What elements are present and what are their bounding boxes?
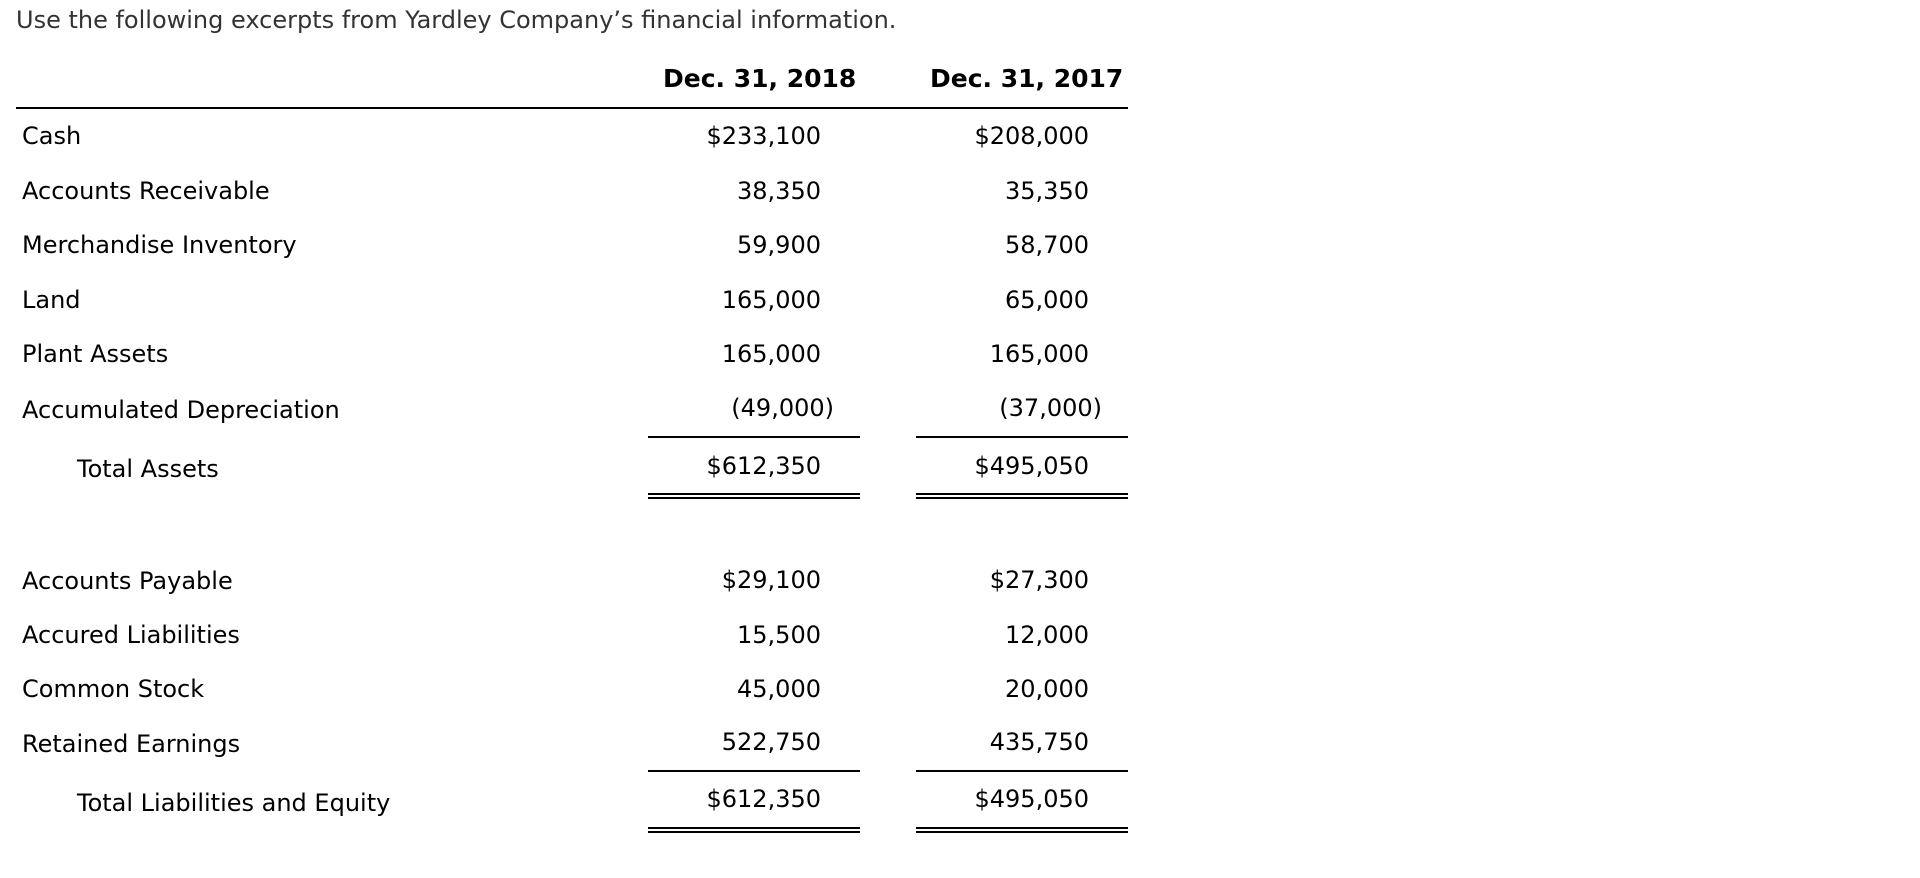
value-2017: 12,000 <box>1005 621 1089 649</box>
subtotal-rule <box>916 770 1128 772</box>
row-label: Merchandise Inventory <box>22 231 297 259</box>
value-2017: (37,000) <box>999 394 1102 422</box>
row-label: Accounts Receivable <box>22 177 270 205</box>
total-assets-2017: $495,050 <box>974 452 1089 480</box>
value-2018: 165,000 <box>721 340 821 368</box>
header-rule <box>16 107 1128 109</box>
total-liabilities-equity-2018: $612,350 <box>706 785 821 813</box>
value-2017: 58,700 <box>1005 231 1089 259</box>
subtotal-rule <box>648 436 860 438</box>
total-liabilities-equity-2017: $495,050 <box>974 785 1089 813</box>
row-label: Accumulated Depreciation <box>22 396 340 424</box>
value-2018: (49,000) <box>731 394 834 422</box>
value-2018: $233,100 <box>706 122 821 150</box>
value-2017: 20,000 <box>1005 675 1089 703</box>
subtotal-rule <box>916 436 1128 438</box>
value-2018: $29,100 <box>721 566 821 594</box>
row-label: Retained Earnings <box>22 730 241 758</box>
value-2018: 15,500 <box>737 621 821 649</box>
value-2017: 35,350 <box>1005 177 1089 205</box>
value-2017: 435,750 <box>989 728 1089 756</box>
value-2018: 522,750 <box>721 728 821 756</box>
row-label: Cash <box>22 122 82 150</box>
column-header-2017: Dec. 31, 2017 <box>930 64 1124 93</box>
total-double-rule <box>916 493 1128 499</box>
subtotal-rule <box>648 770 860 772</box>
total-double-rule <box>648 493 860 499</box>
value-2018: 45,000 <box>737 675 821 703</box>
row-label: Land <box>22 286 81 314</box>
total-double-rule <box>916 827 1128 833</box>
value-2017: $27,300 <box>989 566 1089 594</box>
row-label: Common Stock <box>22 675 205 703</box>
total-liabilities-equity-label: Total Liabilities and Equity <box>77 789 391 817</box>
column-header-2018: Dec. 31, 2018 <box>663 64 857 93</box>
value-2017: 65,000 <box>1005 286 1089 314</box>
value-2017: $208,000 <box>974 122 1089 150</box>
value-2018: 38,350 <box>737 177 821 205</box>
value-2018: 59,900 <box>737 231 821 259</box>
total-assets-2018: $612,350 <box>706 452 821 480</box>
total-assets-label: Total Assets <box>77 455 219 483</box>
total-double-rule <box>648 827 860 833</box>
row-label: Accured Liabilities <box>22 621 240 649</box>
row-label: Plant Assets <box>22 340 169 368</box>
value-2018: 165,000 <box>721 286 821 314</box>
intro-text: Use the following excerpts from Yardley Company’s financial information. <box>16 6 897 34</box>
value-2017: 165,000 <box>989 340 1089 368</box>
row-label: Accounts Payable <box>22 567 233 595</box>
